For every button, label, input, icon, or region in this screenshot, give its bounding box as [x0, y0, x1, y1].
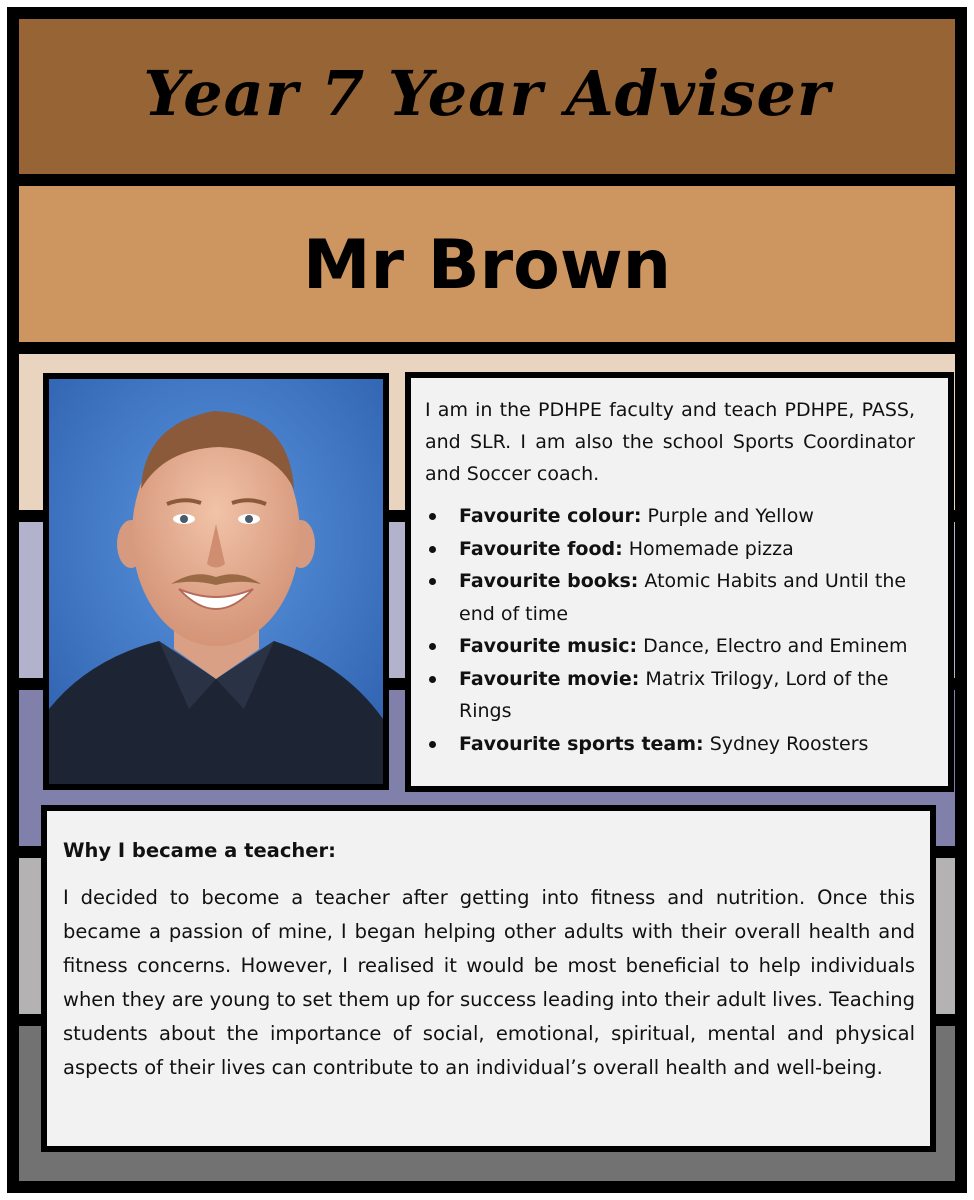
- favourite-label: Favourite music:: [459, 635, 638, 657]
- page-title: Year 7 Year Adviser: [143, 57, 831, 130]
- favourites-list: [425, 500, 934, 760]
- why-body: I decided to become a teacher after getting into fitness and nutrition. Once this became a passion of mine, I began helping other adults with their overall health and fitness concerns. However, I realised it would be most beneficial to help individuals when they are young to set them up for success leading into their adult lives. Teaching students about the importance of social, emotional, spiritual, mental and physical aspects of their lives can contribute to an individual’s overall health and well-being.: [63, 886, 915, 1079]
- list-item: [425, 500, 919, 533]
- why-heading: Why I became a teacher:: [63, 839, 336, 862]
- why-teacher-box: [41, 805, 936, 1152]
- favourite-label: Favourite movie:: [459, 667, 640, 690]
- favourite-label: Favourite food:: [459, 537, 623, 560]
- list-item: [425, 533, 919, 566]
- favourite-value: Sydney Roosters: [709, 732, 869, 755]
- teacher-name: Mr Brown: [302, 226, 672, 305]
- teacher-photo: [43, 373, 389, 790]
- favourite-label: Favourite books:: [459, 570, 639, 592]
- about-intro: I am in the PDHPE faculty and teach PDHPE, PASS, and SLR. I am also the school Sports Coordinator and Soccer coach.: [425, 399, 915, 485]
- favourite-label: Favourite colour:: [459, 505, 642, 527]
- name-band: [19, 186, 955, 342]
- list-item: [425, 565, 919, 630]
- list-item: [425, 630, 919, 663]
- favourite-value: Atomic Habits and Until the end of time: [459, 570, 907, 625]
- about-box: [405, 372, 954, 792]
- list-item: [425, 728, 919, 761]
- teacher-portrait-icon: [49, 379, 383, 784]
- favourite-value: Matrix Trilogy, Lord of the Rings: [459, 667, 889, 722]
- title-band: [19, 19, 955, 174]
- favourite-value: Purple and Yellow: [647, 505, 814, 527]
- list-item: [425, 663, 919, 728]
- favourite-value: Dance, Electro and Eminem: [643, 635, 908, 657]
- favourite-label: Favourite sports team:: [459, 732, 704, 755]
- favourite-value: Homemade pizza: [628, 537, 794, 560]
